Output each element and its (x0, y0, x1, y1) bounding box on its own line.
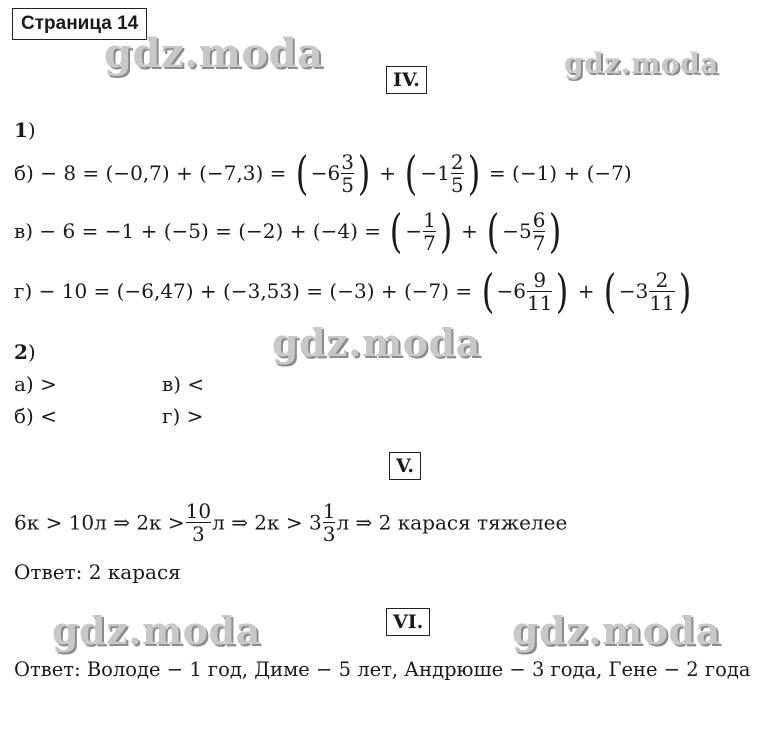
answer-b: б) < (14, 404, 57, 428)
task-1-label: 1) (14, 118, 36, 142)
inequality-chain: 6к > 10л ⇒ 2к > $\frac{10}{3}$ л ⇒ 2к > 3 $\frac{1}{3}$ л ⇒ 2 карася тяжелее (14, 499, 568, 546)
watermark: gdz.moda (272, 320, 481, 365)
answer-v: в) < (162, 372, 205, 396)
section-title-v: V. (389, 452, 421, 480)
equation-b: б) − 8 = (−0,7) + (−7,3) = ( −6 $\frac{3}{5}$ ) + ( −1 $\frac{2}{5}$ ) = (−1) + (−7) (14, 146, 632, 200)
equation-g: г) − 10 = (−6,47) + (−3,53) = (−3) + (−7) = ( −6 $\frac{9}{11}$ ) + ( −3 $\frac{2}{11}$ ) (14, 264, 692, 318)
answer-g: г) > (162, 404, 204, 428)
equation-v: в) − 6 = −1 + (−5) = (−2) + (−4) = ( − $\frac{1}{7}$ ) + ( −5 $\frac{6}{7}$ ) (14, 204, 562, 258)
section-title-iv: IV. (386, 66, 427, 94)
answer-v-section: Ответ: 2 карася (14, 560, 181, 584)
watermark: gdz.moda (104, 30, 324, 77)
answer-vi: Ответ: Володе − 1 год, Диме − 5 лет, Андрюше − 3 года, Гене − 2 года (14, 658, 751, 681)
page-label: Страница 14 (12, 8, 147, 40)
watermark: gdz.moda (52, 608, 261, 653)
watermark: gdz.moda (512, 608, 721, 653)
watermark: gdz.moda (564, 47, 719, 80)
answer-a: а) > (14, 372, 57, 396)
task-2-label: 2) (14, 340, 36, 364)
section-title-vi: VI. (386, 608, 430, 636)
